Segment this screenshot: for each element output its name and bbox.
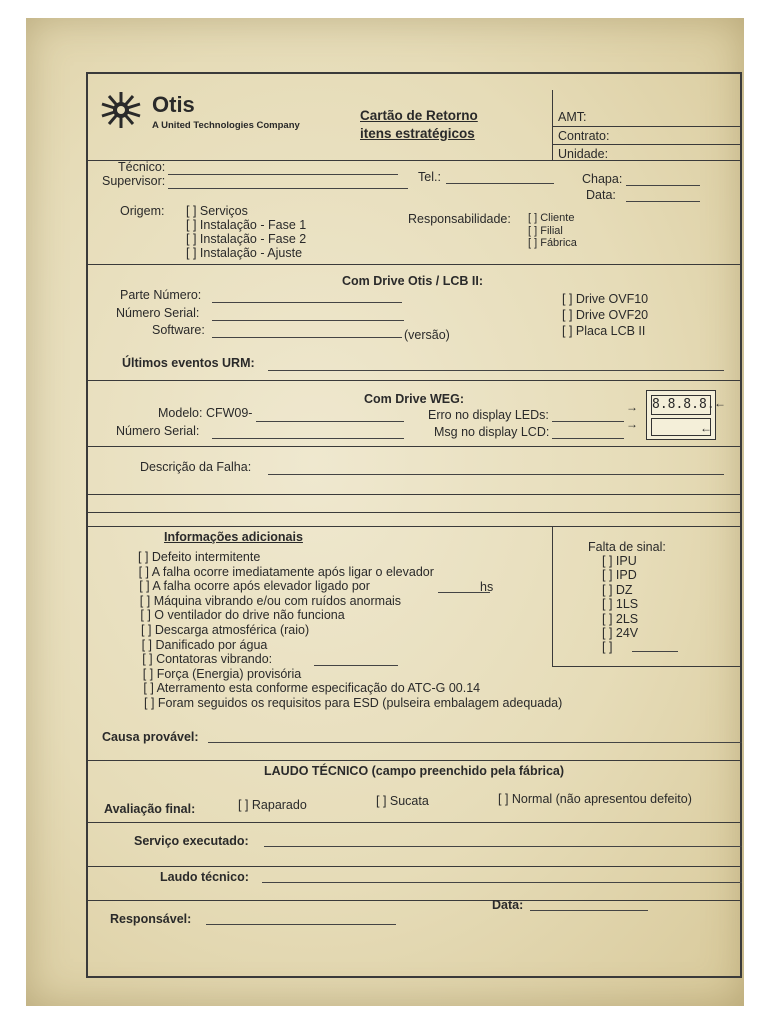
info-item-checkbox[interactable]: [ ] Contatoras vibrando: <box>142 652 273 667</box>
chapa-label: Chapa: <box>582 172 623 186</box>
supervisor-field[interactable] <box>168 188 408 189</box>
placa-lcb2-checkbox[interactable]: [ ] Placa LCB II <box>562 324 646 338</box>
parte-numero-field[interactable] <box>212 302 402 303</box>
numero-serial-label: Número Serial: <box>116 306 200 320</box>
falta-sinal-checkbox[interactable]: [ ] 1LS <box>602 597 639 612</box>
resp-filial-checkbox[interactable]: [ ] Filial <box>528 225 563 237</box>
unidade-label: Unidade: <box>558 147 609 161</box>
arrow-left-icon: ← <box>700 421 712 435</box>
return-card-form <box>86 72 742 978</box>
causa-label: Causa provável: <box>102 730 199 744</box>
descricao-falha-label: Descrição da Falha: <box>140 460 252 474</box>
falta-sinal-checkbox[interactable]: [ ] 24V <box>602 626 639 640</box>
arrow-right-icon: → <box>626 400 638 414</box>
drive-ovf20-checkbox[interactable]: [ ] Drive OVF20 <box>562 308 649 322</box>
amt-label: AMT: <box>558 110 587 124</box>
info-item-checkbox[interactable]: [ ] A falha ocorre após elevador ligado por <box>139 579 370 594</box>
form-title-line1: Cartão de Retorno <box>360 108 478 123</box>
msg-display-label: Msg no display LCD: <box>434 425 550 439</box>
tecnico-field[interactable] <box>168 174 398 175</box>
data-label: Data: <box>586 188 616 202</box>
contatoras-field[interactable] <box>314 665 398 666</box>
servico-field[interactable] <box>264 846 742 847</box>
contrato-label: Contrato: <box>558 129 610 143</box>
laudo-data-label: Data: <box>492 898 524 912</box>
drive-otis-heading: Com Drive Otis / LCB II: <box>342 274 483 288</box>
modelo-field[interactable] <box>256 421 404 422</box>
origem-fase2-checkbox[interactable]: [ ] Instalação - Fase 2 <box>186 232 307 246</box>
responsabilidade-label: Responsabilidade: <box>408 212 511 226</box>
info-item-checkbox[interactable]: [ ] Danificado por água <box>141 637 268 652</box>
origem-ajuste-checkbox[interactable]: [ ] Instalação - Ajuste <box>186 246 303 260</box>
laudo-tecnico-field[interactable] <box>262 882 742 883</box>
hs-label: hs <box>480 580 494 594</box>
drive-weg-heading: Com Drive WEG: <box>364 392 465 406</box>
responsavel-label: Responsável: <box>110 912 192 926</box>
raparado-checkbox[interactable]: [ ] Raparado <box>238 798 307 812</box>
brand-name: Otis <box>152 92 195 117</box>
software-label: Software: <box>152 323 205 337</box>
erro-display-field[interactable] <box>552 421 624 422</box>
form-title-line2: itens estratégicos <box>360 126 475 141</box>
erro-display-label: Erro no display LEDs: <box>428 408 549 422</box>
brand-tagline: A United Technologies Company <box>152 120 300 131</box>
laudo-data-field[interactable] <box>530 910 648 911</box>
origem-fase1-checkbox[interactable]: [ ] Instalação - Fase 1 <box>186 218 307 232</box>
avaliacao-label: Avaliação final: <box>104 802 196 816</box>
laudo-heading: LAUDO TÉCNICO (campo preenchido pela fábrica) <box>264 764 565 778</box>
falta-sinal-checkbox[interactable]: [ ] 2LS <box>602 611 639 626</box>
resp-fabrica-checkbox[interactable]: [ ] Fábrica <box>528 237 577 249</box>
servico-label: Serviço executado: <box>134 834 249 848</box>
numero-serial-field[interactable] <box>212 320 404 321</box>
urm-field[interactable] <box>268 370 724 371</box>
info-item-checkbox[interactable]: [ ] Defeito intermitente <box>138 550 261 564</box>
weg-serial-field[interactable] <box>212 438 404 439</box>
info-heading: Informações adicionais <box>164 530 303 544</box>
software-field[interactable] <box>212 337 402 338</box>
falta-other-field[interactable] <box>632 651 678 652</box>
info-item-checkbox[interactable]: [ ] Aterramento esta conforme especificação do ATC-G 00.14 <box>143 681 481 696</box>
chapa-field[interactable] <box>626 185 700 186</box>
normal-checkbox[interactable]: [ ] Normal (não apresentou defeito) <box>498 792 692 806</box>
info-item-checkbox[interactable]: [ ] O ventilador do drive não funciona <box>140 608 345 623</box>
info-item-checkbox[interactable]: [ ] Máquina vibrando e/ou com ruídos anormais <box>139 593 402 608</box>
arrow-right-icon: → <box>626 417 638 431</box>
falta-sinal-checkbox[interactable]: [ ] IPU <box>602 554 637 568</box>
weg-serial-label: Número Serial: <box>116 424 200 438</box>
descricao-falha-field[interactable] <box>268 474 724 475</box>
tel-label: Tel.: <box>418 170 441 184</box>
laudo-tecnico-label: Laudo técnico: <box>160 870 249 884</box>
info-item-checkbox[interactable]: [ ] Descarga atmosférica (raio) <box>141 623 310 637</box>
causa-field[interactable] <box>208 742 742 743</box>
falta-sinal-checkbox[interactable]: [ ] <box>602 640 613 655</box>
info-item-checkbox[interactable]: [ ] A falha ocorre imediatamente após ligar o elevador <box>138 564 434 579</box>
supervisor-label: Supervisor: <box>102 174 166 188</box>
parte-numero-label: Parte Número: <box>120 288 202 302</box>
info-item-checkbox[interactable]: [ ] Foram seguidos os requisitos para ESD (pulseira embalagem adequada) <box>144 696 563 710</box>
led-display: 8.8.8.8. <box>651 395 711 415</box>
data-field[interactable] <box>626 201 700 202</box>
otis-logo-icon <box>98 90 144 130</box>
tel-field[interactable] <box>446 183 554 184</box>
resp-cliente-checkbox[interactable]: [ ] Cliente <box>528 212 575 224</box>
versao-label: (versão) <box>404 328 450 342</box>
origem-label: Origem: <box>120 204 165 218</box>
falta-sinal-checkbox[interactable]: [ ] IPD <box>602 568 637 583</box>
drive-ovf10-checkbox[interactable]: [ ] Drive OVF10 <box>562 292 649 306</box>
origem-servicos-checkbox[interactable]: [ ] Serviços <box>186 204 248 218</box>
msg-display-field[interactable] <box>552 438 624 439</box>
falta-sinal-checkbox[interactable]: [ ] DZ <box>602 582 633 597</box>
falta-sinal-heading: Falta de sinal: <box>588 540 666 554</box>
responsavel-field[interactable] <box>206 924 396 925</box>
arrow-left-icon: ← <box>714 396 726 410</box>
modelo-label: Modelo: CFW09- <box>158 406 253 420</box>
sucata-checkbox[interactable]: [ ] Sucata <box>376 794 429 808</box>
urm-label: Últimos eventos URM: <box>122 356 255 370</box>
header-divider <box>552 90 553 160</box>
info-item-checkbox[interactable]: [ ] Força (Energia) provisória <box>142 666 302 681</box>
header-bottom-rule <box>88 160 742 161</box>
tecnico-label: Técnico: <box>118 160 166 174</box>
